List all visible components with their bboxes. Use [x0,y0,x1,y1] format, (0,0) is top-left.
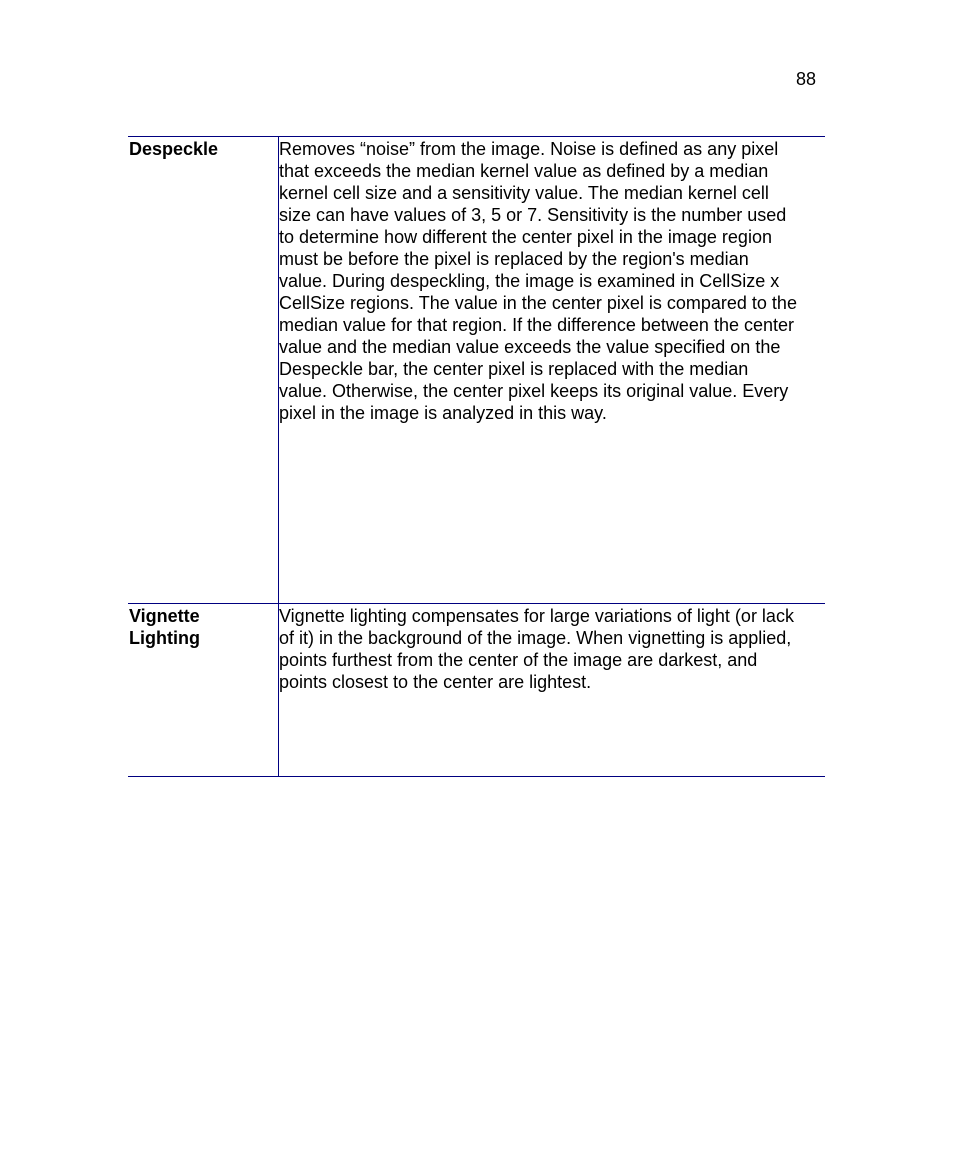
term-vignette-lighting: Vignette Lighting [129,606,200,648]
definition-despeckle: Removes “noise” from the image. Noise is defined as any pixel that exceeds the median kernel value as defined by a median kernel cell size and a sensitivity value. The median kernel cell size can have values of 3, 5 or 7. Sensitivity is the number used to determine how different the center pixel in the image region must be before the pixel is replaced by the region's median value. During despeckling, the image is examined in CellSize x CellSize regions. The value in the center pixel is compared to the median value for that region. If the difference between the center value and the median value exceeds the value specified on the Despeckle bar, the center pixel is replaced with the median value. Otherwise, the center pixel keeps its original value. Every pixel in the image is analyzed in this way. [278,137,825,603]
table-row-vignette-lighting [128,604,825,777]
definition-vignette-lighting: Vignette lighting compensates for large variations of light (or lack of it) in the background of the image. When vignetting is applied, points furthest from the center of the image are darkest, and points closest to the center are lightest. [278,604,825,776]
table-row-despeckle [128,137,825,604]
term-despeckle: Despeckle [129,139,219,159]
definition-table [128,136,825,777]
page-number: 88 [796,69,817,89]
